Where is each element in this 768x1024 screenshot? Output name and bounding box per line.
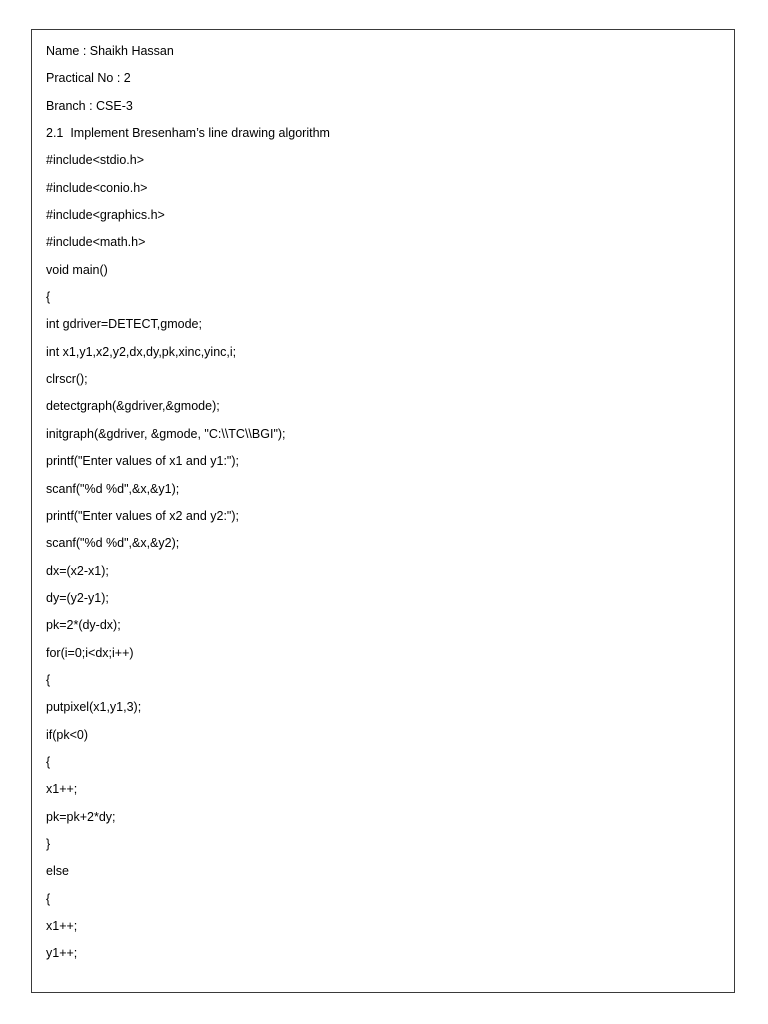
code-line: detectgraph(&gdriver,&gmode); [46, 399, 220, 414]
code-line: initgraph(&gdriver, &gmode, "C:\\TC\\BGI"); [46, 426, 286, 441]
code-line: void main() [46, 262, 108, 277]
code-line: if(pk<0) [46, 727, 89, 742]
name-line: Name : Shaikh Hassan [46, 44, 174, 58]
code-line: x1++; [46, 919, 78, 933]
code-line: #include<graphics.h> [46, 208, 165, 223]
code-line: for(i=0;i<dx;i++) [46, 645, 134, 660]
document-body [46, 41, 726, 971]
code-line: pk=pk+2*dy; [46, 809, 116, 824]
code-line: x1++; [46, 782, 78, 797]
code-line: #include<conio.h> [46, 180, 148, 195]
code-line: pk=2*(dy-dx); [46, 618, 121, 633]
code-line: { [46, 891, 51, 906]
code-line: { [46, 290, 51, 305]
code-line: { [46, 672, 51, 687]
code-line: printf("Enter values of x2 and y2:"); [46, 508, 239, 523]
code-line: int gdriver=DETECT,gmode; [46, 317, 202, 332]
code-line: } [46, 836, 51, 851]
code-line: clrscr(); [46, 372, 88, 387]
code-line: { [46, 754, 51, 769]
code-line: else [46, 864, 69, 879]
practical-no-line: Practical No : 2 [46, 71, 131, 86]
section-heading: 2.1 Implement Bresenham’s line drawing algorithm [46, 126, 330, 141]
code-line: y1++; [46, 946, 78, 961]
code-line: printf("Enter values of x1 and y1:"); [46, 454, 239, 469]
code-line: dx=(x2-x1); [46, 563, 109, 578]
code-line: #include<math.h> [46, 235, 146, 250]
code-line: putpixel(x1,y1,3); [46, 700, 142, 715]
code-line: dy=(y2-y1); [46, 590, 109, 605]
code-line: #include<stdio.h> [46, 153, 144, 168]
code-line: scanf("%d %d",&x,&y2); [46, 536, 180, 551]
code-line: scanf("%d %d",&x,&y1); [46, 481, 180, 496]
code-line: int x1,y1,x2,y2,dx,dy,pk,xinc,yinc,i; [46, 344, 237, 359]
branch-line: Branch : CSE-3 [46, 98, 133, 113]
